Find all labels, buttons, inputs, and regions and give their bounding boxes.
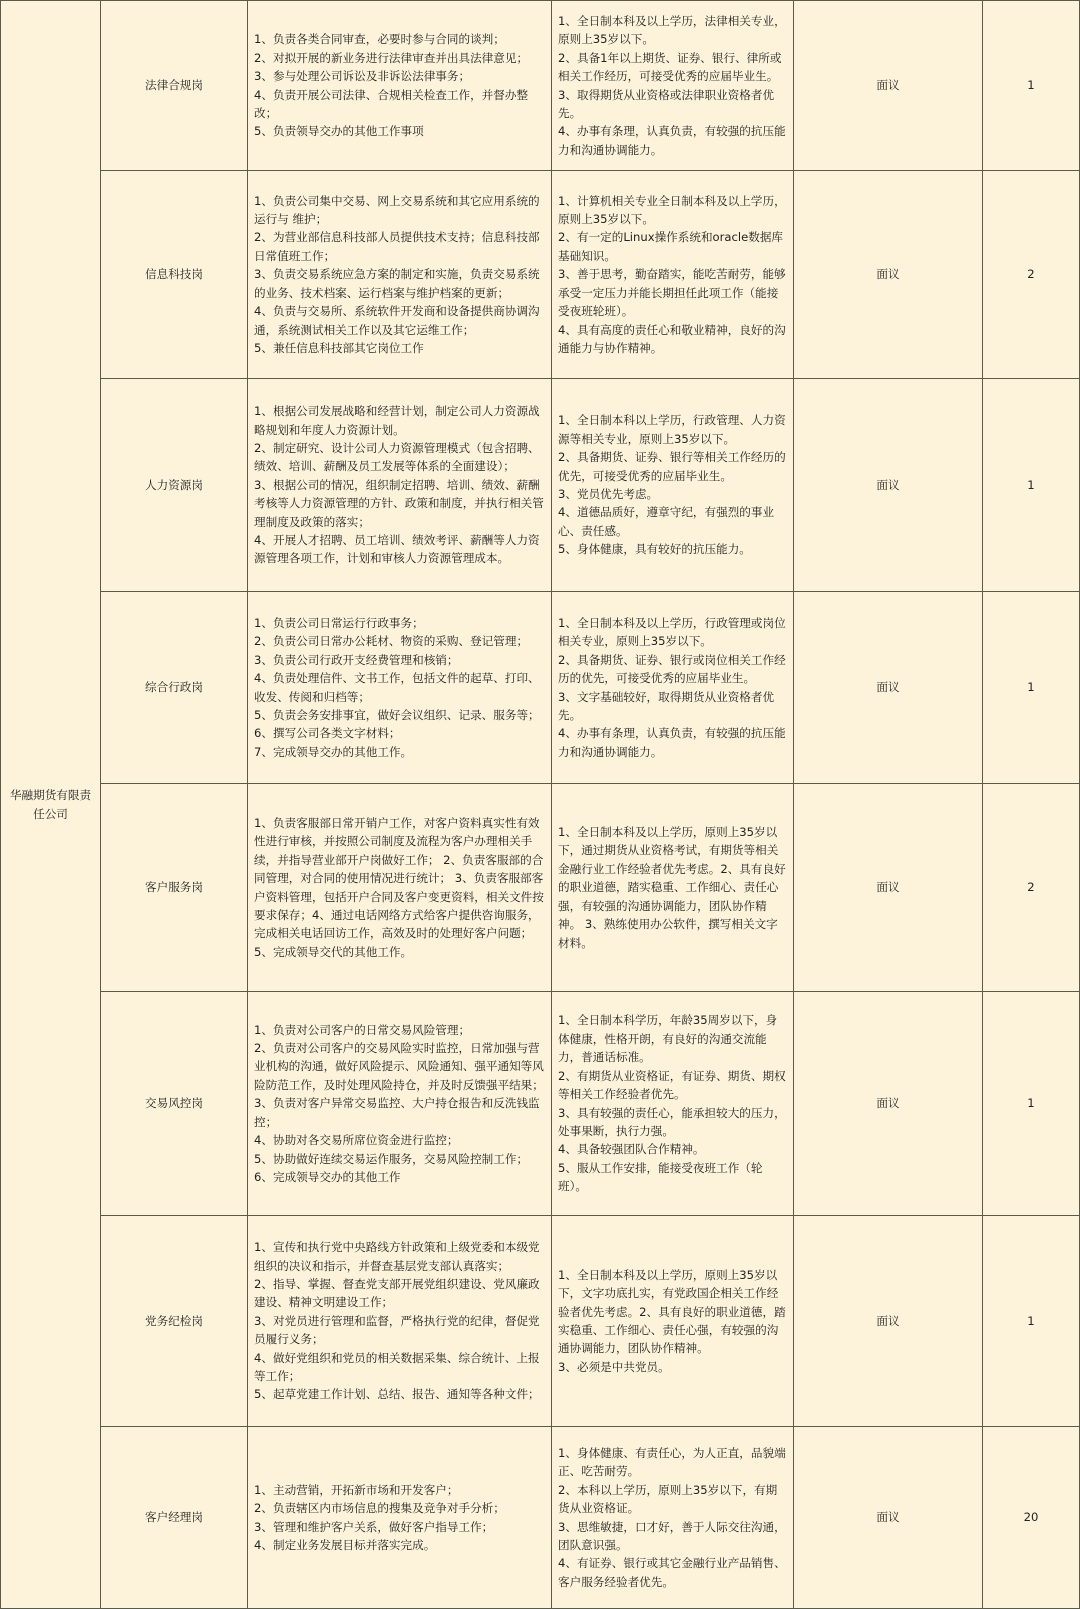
salary: 面议 <box>794 784 983 992</box>
position-name: 法律合规岗 <box>101 1 248 171</box>
headcount: 1 <box>983 592 1080 784</box>
table-row <box>1 784 1080 992</box>
job-requirements: 1、全日制本科及以上学历，法律相关专业，原则上35岁以下。 2、具备1年以上期货、证券、银行、律所或相关工作经历，可接受优秀的应届毕业生。 3、取得期货从业资格或法律职业资格者优先。 4、办事有条理，认真负责，有较强的抗压能力和沟通协调能力。 <box>552 1 794 171</box>
job-duties: 1、根据公司发展战略和经营计划，制定公司人力资源战略规划和年度人力资源计划。 2、制定研究、设计公司人力资源管理模式（包含招聘、绩效、培训、薪酬及员工发展等体系的全面建设）； 3、根据公司的情况，组织制定招聘、培训、绩效、薪酬考核等人力资源管理的方针、政策和制度，并执行相关管理制度及政策的落实； 4、开展人才招聘、员工培训、绩效考评、薪酬等人力资源管理各项工作，计划和审核人力资源管理成本。 <box>248 379 552 592</box>
salary: 面议 <box>794 592 983 784</box>
position-name: 信息科技岗 <box>101 171 248 379</box>
job-requirements: 1、计算机相关专业全日制本科及以上学历，原则上35岁以下。 2、有一定的Linux操作系统和oracle数据库基础知识。 3、善于思考，勤奋踏实，能吃苦耐劳，能够承受一定压力并能长期担任此项工作（能接受夜班轮班）。 4、具有高度的责任心和敬业精神，良好的沟通能力与协作精神。 <box>552 171 794 379</box>
job-requirements: 1、全日制本科学历，年龄35周岁以下，身体健康，性格开朗，有良好的沟通交流能力，普通话标准。 2、有期货从业资格证，有证券、期货、期权等相关工作经验者优先。 3、具有较强的责任心，能承担较大的压力，处事果断，执行力强。 4、具备较强团队合作精神。 5、服从工作安排，能接受夜班工作（轮班）。 <box>552 992 794 1216</box>
position-name: 客户经理岗 <box>101 1427 248 1609</box>
table-row <box>1 1216 1080 1427</box>
table-row <box>1 592 1080 784</box>
table-row <box>1 1427 1080 1609</box>
job-requirements: 1、全日制本科及以上学历，原则上35岁以下，文字功底扎实，有党政国企相关工作经验者优先考虑。2、具有良好的职业道德，踏实稳重、工作细心、责任心强，有较强的沟通协调能力，团队协作精神。 3、必须是中共党员。 <box>552 1216 794 1427</box>
headcount: 1 <box>983 1216 1080 1427</box>
salary: 面议 <box>794 379 983 592</box>
position-name: 客户服务岗 <box>101 784 248 992</box>
position-name: 综合行政岗 <box>101 592 248 784</box>
headcount: 20 <box>983 1427 1080 1609</box>
table-row <box>1 1 1080 171</box>
table-row <box>1 379 1080 592</box>
job-duties: 1、负责各类合同审查，必要时参与合同的谈判； 2、对拟开展的新业务进行法律审查并出具法律意见； 3、参与处理公司诉讼及非诉讼法律事务； 4、负责开展公司法律、合规相关检查工作，并督办整改； 5、负责领导交办的其他工作事项 <box>248 1 552 171</box>
headcount: 1 <box>983 992 1080 1216</box>
salary: 面议 <box>794 171 983 379</box>
headcount: 1 <box>983 379 1080 592</box>
job-duties: 1、主动营销，开拓新市场和开发客户； 2、负责辖区内市场信息的搜集及竞争对手分析； 3、管理和维护客户关系，做好客户指导工作； 4、制定业务发展目标并落实完成。 <box>248 1427 552 1609</box>
job-requirements: 1、身体健康、有责任心，为人正直，品貌端正、吃苦耐劳。 2、本科以上学历，原则上35岁以下，有期货从业资格证。 3、思维敏捷，口才好，善于人际交往沟通，团队意识强。 4、有证券、银行或其它金融行业产品销售、客户服务经验者优先。 <box>552 1427 794 1609</box>
salary: 面议 <box>794 992 983 1216</box>
job-duties: 1、宣传和执行党中央路线方针政策和上级党委和本级党组织的决议和指示，并督查基层党支部认真落实； 2、指导、掌握、督查党支部开展党组织建设、党风廉政建设、精神文明建设工作； 3、对党员进行管理和监督，严格执行党的纪律，督促党员履行义务； 4、做好党组织和党员的相关数据采集、综合统计、上报等工作； 5、起草党建工作计划、总结、报告、通知等各种文件； <box>248 1216 552 1427</box>
job-requirements: 1、全日制本科及以上学历，行政管理或岗位相关专业，原则上35岁以下。 2、具备期货、证券、银行或岗位相关工作经历的优先，可接受优秀的应届毕业生。 3、文字基础较好，取得期货从业资格者优先。 4、办事有条理，认真负责，有较强的抗压能力和沟通协调能力。 <box>552 592 794 784</box>
company-name: 华融期货有限责任公司 <box>1 1 101 1609</box>
table-row <box>1 171 1080 379</box>
job-duties: 1、负责对公司客户的日常交易风险管理； 2、负责对公司客户的交易风险实时监控，日常加强与营业机构的沟通，做好风险提示、风险通知、强平通知等风险防范工作，及时处理风险持仓，并及时反馈强平结果； 3、负责对客户异常交易监控、大户持仓报告和反洗钱监控； 4、协助对各交易所席位资金进行监控； 5、协助做好连续交易运作服务，交易风险控制工作； 6、完成领导交办的其他工作 <box>248 992 552 1216</box>
job-duties: 1、负责公司日常运行行政事务； 2、负责公司日常办公耗材、物资的采购、登记管理； 3、负责公司行政开支经费管理和核销； 4、负责处理信件、文书工作，包括文件的起草、打印、收发、传阅和归档等； 5、负责会务安排事宜，做好会议组织、记录、服务等； 6、撰写公司各类文字材料； 7、完成领导交办的其他工作。 <box>248 592 552 784</box>
headcount: 2 <box>983 171 1080 379</box>
job-requirements: 1、全日制本科及以上学历，原则上35岁以下，通过期货从业资格考试，有期货等相关金融行业工作经验者优先考虑。2、具有良好的职业道德，踏实稳重、工作细心、责任心强，有较强的沟通协调能力，团队协作精神。 3、熟练使用办公软件，撰写相关文字材料。 <box>552 784 794 992</box>
position-name: 党务纪检岗 <box>101 1216 248 1427</box>
job-requirements: 1、全日制本科以上学历，行政管理、人力资源等相关专业，原则上35岁以下。 2、具备期货、证券、银行等相关工作经历的优先，可接受优秀的应届毕业生。 3、党员优先考虑。 4、道德品质好，遵章守纪，有强烈的事业心、责任感。 5、身体健康，具有较好的抗压能力。 <box>552 379 794 592</box>
job-duties: 1、负责公司集中交易、网上交易系统和其它应用系统的运行与 维护； 2、为营业部信息科技部人员提供技术支持；信息科技部日常值班工作； 3、负责交易系统应急方案的制定和实施，负责交易系统的业务、技术档案、运行档案与维护档案的更新； 4、负责与交易所、系统软件开发商和设备提供商协调沟通，系统测试相关工作以及其它运维工作； 5、兼任信息科技部其它岗位工作 <box>248 171 552 379</box>
salary: 面议 <box>794 1427 983 1609</box>
headcount: 2 <box>983 784 1080 992</box>
table-row <box>1 992 1080 1216</box>
salary: 面议 <box>794 1216 983 1427</box>
position-name: 人力资源岗 <box>101 379 248 592</box>
job-duties: 1、负责客服部日常开销户工作，对客户资料真实性有效性进行审核，并按照公司制度及流程为客户办理相关手续，并指导营业部开户岗做好工作； 2、负责客服部的合同管理，对合同的使用情况进行统计； 3、负责客服部客户资料管理，包括开户合同及客户变更资料，相关文件按要求保存；4、通过电话网络方式给客户提供咨询服务，完成相关电话回访工作，高效及时的处理好客户问题；5、完成领导交代的其他工作。 <box>248 784 552 992</box>
headcount: 1 <box>983 1 1080 171</box>
position-name: 交易风控岗 <box>101 992 248 1216</box>
salary: 面议 <box>794 1 983 171</box>
